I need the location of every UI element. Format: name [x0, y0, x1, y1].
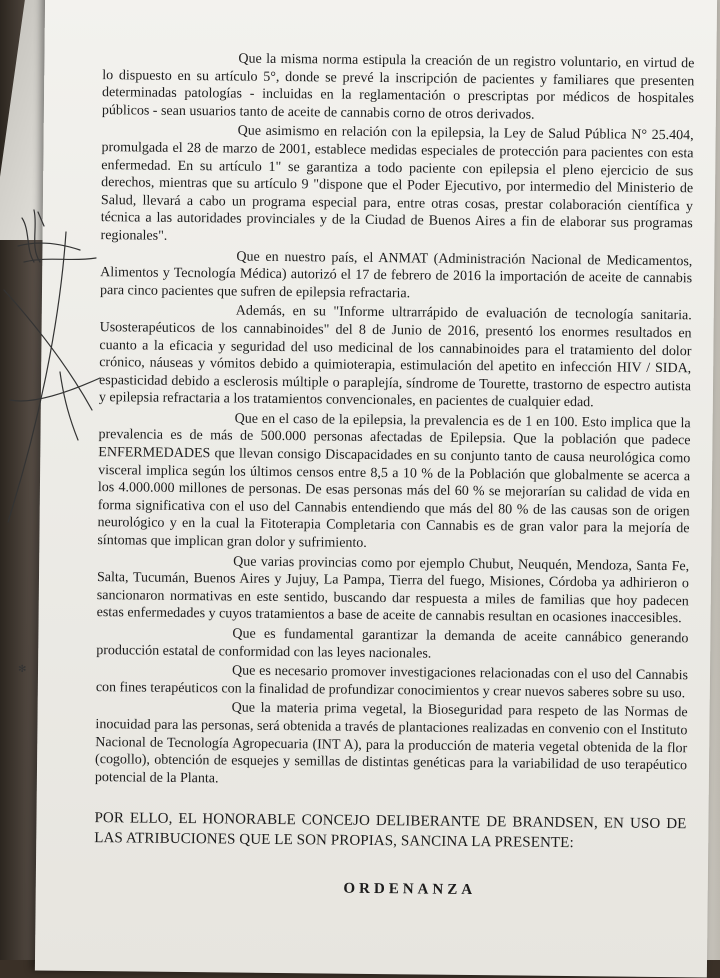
paragraph-provincias: Que varias provincias como por ejemplo Chubut, Neuquén, Mendoza, Santa Fe, Salta, Tucumán, Buenos Aires y Jujuy, La Pampa, Tierra del fuego, Misiones, Córdoba ya adhirieron o sancionaron normativas en este sentido, buscando dar respuesta a miles de familias que hoy padecen estas enfermedades y cuyos tratamientos a base de aceite de cannabis resultan en ocasiones inaccesibles.	[96, 554, 690, 627]
paragraph-epilepsia-ley: Que asimismo en relación con la epilepsia, la Ley de Salud Pública N° 25.404, promulgada el 28 de marzo de 2001, establece medidas especiales de protección para pacientes con esta enfermedad. En su artículo 1" se garantiza a todo paciente con epilepsia el pleno ejercicio de sus derechos, mientras que su artículo 9 "dispone que el Poder Ejecutivo, por intermedio del Ministerio de Salud, llevará a cabo un programa especial para, entre otras cosas, prestar colaboración científica y técnica a las autoridades provinciales y de la Ciudad de Buenos Aires a fin de elaborar sus programas regionales".	[100, 123, 694, 244]
margin-mark: ✻	[18, 664, 27, 675]
closing-statement: POR ELLO, EL HONORABLE CONCEJO DELIBERANTE DE BRANDSEN, EN USO DE LAS ATRIBUCIONES QUE LE SON PROPIAS, SANCINA LA PRESENTE:	[94, 810, 687, 852]
document-body	[94, 49, 695, 902]
paragraph-prevalencia: Que en el caso de la epilepsia, la prevalencia es de 1 en 100. Esto implica que la prevalencia es de más de 500.000 personas afectadas de Epilepsia. Que la población que padece ENFERMEDADES que llevan consigo Discapacidades en su conjunto tanto de causa neurológica como visceral implica según los últimos censos entre 8,5 a 10 % de la Población que globalmente se acerca a los 4.000.000 millones de personas. De esas personas más del 60 % se mejorarían su calidad de vida en forma significativa con el uso del Cannabis entendiendo que más del 80 % de las causas son de origen neurológico y en la cual la Fitoterapia Completaria con Cannabis es de gran valor para la mejoría de síntomas que implican gran dolor y sufrimiento.	[97, 411, 691, 551]
paragraph-anmat: Que en nuestro país, el ANMAT (Administración Nacional de Medicamentos, Alimentos y Tecnología Médica) autorizó el 17 de febrero de 2016 la importación de aceite de cannabis para cinco pacientes que sufren de epilepsia refractaria.	[99, 249, 693, 302]
paragraph-materia-prima: Que la materia prima vegetal, la Bioseguridad para respeto de las Normas de inocuidad para las personas, será obtenida a través de plantaciones realizadas en convenio con el Instituto Nacional de Tecnología Agropecuaria (INT A), para la producción de materia vegetal obtenida de la flor (cogollo), obtención de esquejes y semillas de distintas genéticas para la variabilidad de uso terapéutico potencial de la Planta.	[94, 700, 688, 787]
ordinance-heading: ORDENANZA	[343, 881, 477, 899]
paragraph-informe: Además, en su "Informe ultrarrápido de evaluación de tecnología sanitaria. Usosterapéuticos de los cannabinoides" del 8 de Junio de 2016, presentó los enormes resultados en cuanto a la eficacia y seguridad del uso medicinal de los cannabinoides para el tratamiento del dolor crónico, náuseas y vómitos debido a quimioterapia, estimulación del apetito en infección HIV / SIDA, espasticidad debido a esclerosis múltiple o paraplejía, síndrome de Tourette, trastorno de espectro autista y epilepsia refractaria a los tratamientos convencionales, en pacientes de cualquier edad.	[98, 303, 692, 411]
document-page	[35, 0, 717, 977]
paragraph-registro: Que la misma norma estipula la creación de un registro voluntario, en virtud de lo dispuesto en su artículo 5°, donde se prevé la inscripción de pacientes y familiares que presenten determinadas patologías - incluidas en la reglamentación o prescriptas por médicos de hospitales públicos - sean usuarios tanto de aceite de cannabis corno de otros derivados.	[101, 51, 695, 123]
paragraph-demanda: Que es fundamental garantizar la demanda de aceite cannábico generando producción estatal de conformidad con las leyes nacionales.	[96, 626, 689, 662]
paragraph-investigaciones: Que es necesario promover investigaciones relacionadas con el uso del Cannabis con fines terapéuticos con la finalidad de profundizar conocimientos y crear nuevos saberes sobre su uso.	[95, 663, 689, 702]
